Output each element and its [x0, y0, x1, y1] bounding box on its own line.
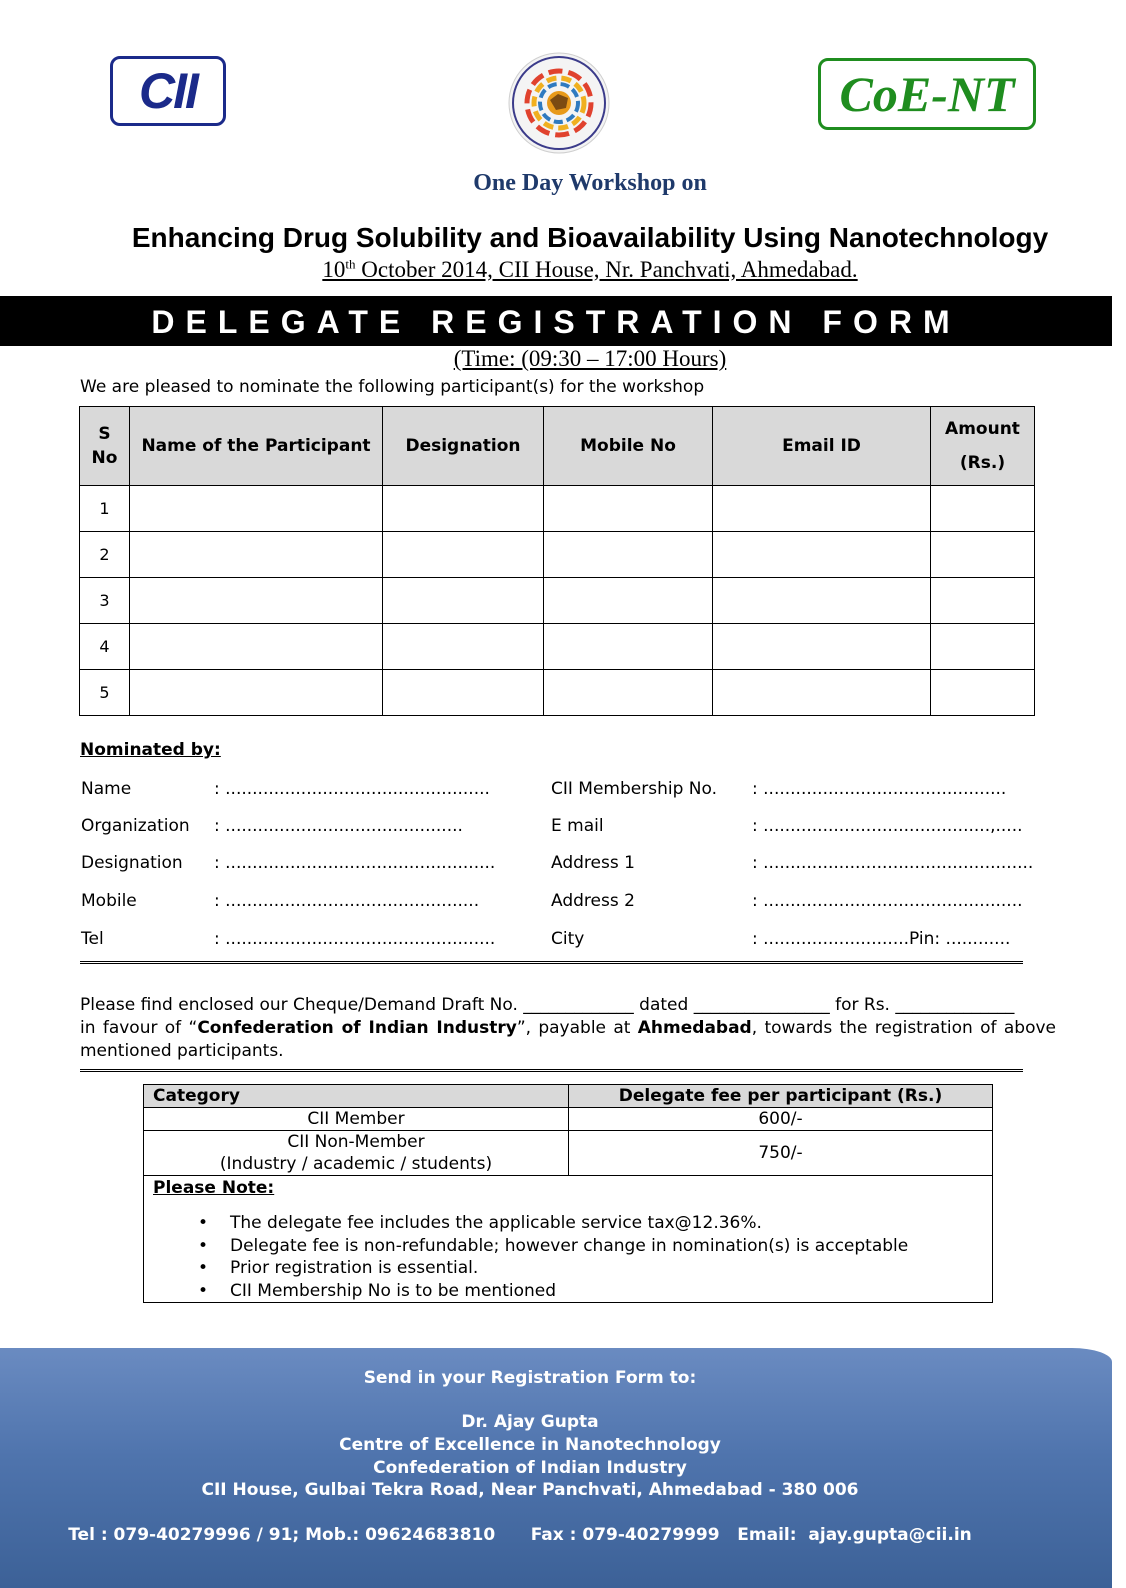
divider [80, 961, 1023, 967]
fee-header-amount: Delegate fee per participant (Rs.) [569, 1085, 993, 1108]
cheque-favour-text [80, 1017, 1056, 1063]
participant-email-cell[interactable] [713, 624, 931, 670]
fee-row [144, 1131, 993, 1176]
nominated-by-heading: Nominated by: [80, 740, 221, 760]
row-number: 4 [80, 624, 130, 670]
cheque-line: Please find enclosed our Cheque/Demand Draft No. _____________ dated ________________ for Rs. ______________ [80, 995, 1015, 1015]
date-day: 10 [322, 256, 346, 282]
fee-table [143, 1084, 993, 1303]
participant-mobile-cell[interactable] [544, 532, 713, 578]
cheque-paragraph [80, 994, 1056, 1063]
participant-mobile-cell[interactable] [544, 578, 713, 624]
favour-city: Ahmedabad [637, 1018, 752, 1038]
header-amount-line2: (Rs.) [959, 453, 1006, 473]
list-item: • Delegate fee is non-refundable; however change in nomination(s) is acceptable [230, 1235, 992, 1258]
header-amount [931, 407, 1035, 486]
participant-email-cell[interactable] [713, 486, 931, 532]
participant-mobile-cell[interactable] [544, 670, 713, 716]
membership-no-label: CII Membership No. [551, 779, 717, 799]
participant-mobile-cell[interactable] [544, 624, 713, 670]
participant-mobile-cell[interactable] [544, 486, 713, 532]
header-mobile: Mobile No [544, 407, 713, 486]
cii-logo [110, 56, 226, 126]
notes-row [144, 1176, 993, 1303]
header-sno-line1: S [98, 424, 111, 444]
nominator-organization-label: Organization [81, 816, 190, 836]
email-label: E mail [551, 816, 604, 836]
participant-name-cell[interactable] [130, 670, 383, 716]
footer-department: Centre of Excellence in Nanotechnology [339, 1435, 721, 1455]
row-number: 1 [80, 486, 130, 532]
table-row [80, 486, 1035, 532]
participant-designation-cell[interactable] [383, 532, 544, 578]
table-row [80, 532, 1035, 578]
workshop-date-venue [0, 256, 1126, 283]
date-suffix: th [345, 256, 356, 271]
nominator-tel-label: Tel [81, 929, 104, 949]
nominator-organization-field[interactable]: : ............................................ [214, 816, 463, 836]
footer-address: CII House, Gulbai Tekra Road, Near Panchvati, Ahmedabad - 380 006 [201, 1480, 859, 1500]
participant-amount-cell[interactable] [931, 532, 1035, 578]
nominator-mobile-field[interactable]: : ............................................... [214, 891, 480, 911]
participant-amount-cell[interactable] [931, 624, 1035, 670]
participant-designation-cell[interactable] [383, 670, 544, 716]
footer-organization: Confederation of Indian Industry [373, 1458, 687, 1478]
header-sno-line2: No [91, 448, 118, 468]
gcst-seal-logo [500, 50, 618, 156]
header-designation: Designation [383, 407, 544, 486]
cii-logo-text: CII [139, 63, 197, 119]
favour-middle: ”, payable at [516, 1018, 638, 1038]
nominator-name-field[interactable]: : ................................................. [214, 779, 490, 799]
header-sno [80, 407, 130, 486]
workshop-title: Enhancing Drug Solubility and Bioavailability Using Nanotechnology [131, 222, 1049, 253]
participants-table [79, 406, 1035, 716]
fee-category-line2: (Industry / academic / students) [219, 1154, 493, 1174]
footer-phone-fax-email[interactable]: Tel : 079-40279996 / 91; Mob.: 09624683810 Fax : 079-40279999 Email: ajay.gupta@cii.in [68, 1525, 972, 1545]
footer-send-label: Send in your Registration Form to: [363, 1368, 697, 1388]
row-number: 2 [80, 532, 130, 578]
fee-row [144, 1108, 993, 1131]
participant-amount-cell[interactable] [931, 486, 1035, 532]
table-row [80, 578, 1035, 624]
participant-name-cell[interactable] [130, 486, 383, 532]
participant-email-cell[interactable] [713, 670, 931, 716]
form-title-banner: DELEGATE REGISTRATION FORM [0, 296, 1112, 346]
favour-prefix: in favour of “ [80, 1018, 198, 1038]
row-number: 5 [80, 670, 130, 716]
table-row [80, 670, 1035, 716]
contact-footer [0, 1348, 1112, 1588]
list-item: • CII Membership No is to be mentioned [230, 1280, 992, 1303]
fee-amount: 750/- [569, 1131, 993, 1176]
participant-name-cell[interactable] [130, 532, 383, 578]
nominator-designation-label: Designation [81, 853, 183, 873]
date-rest: October 2014, CII House, Nr. Panchvati, Ahmedabad. [355, 256, 858, 282]
time-text: (Time: (09:30 – 17:00 Hours) [453, 346, 727, 371]
workshop-label: One Day Workshop on [473, 170, 707, 196]
list-item: • The delegate fee includes the applicable service tax@12.36%. [230, 1212, 992, 1235]
coe-nt-logo [818, 58, 1036, 130]
nominator-mobile-label: Mobile [81, 891, 137, 911]
address2-label: Address 2 [551, 891, 635, 911]
participant-email-cell[interactable] [713, 532, 931, 578]
table-row [80, 624, 1035, 670]
fee-category [144, 1131, 569, 1176]
intro-text: We are pleased to nominate the following participant(s) for the workshop [80, 377, 705, 397]
divider [80, 1069, 1023, 1075]
participant-email-cell[interactable] [713, 578, 931, 624]
address1-field[interactable]: : .................................................. [752, 853, 1034, 873]
header-name: Name of the Participant [130, 407, 383, 486]
notes-cell [144, 1176, 993, 1303]
fee-category-line1: CII Non-Member [287, 1132, 425, 1152]
city-label: City [551, 929, 585, 949]
participant-amount-cell[interactable] [931, 670, 1035, 716]
nominator-designation-field[interactable]: : .................................................. [214, 853, 496, 873]
favour-suffix: , towards the registration of above mentioned participants. [80, 1018, 1056, 1061]
fee-category: CII Member [144, 1108, 569, 1131]
header-amount-line1: Amount [945, 419, 1020, 439]
fee-header-category: Category [144, 1085, 569, 1108]
nominator-name-label: Name [81, 779, 132, 799]
participant-amount-cell[interactable] [931, 578, 1035, 624]
email-field[interactable]: : ..........................................,..... [752, 816, 1023, 836]
fee-header-row [144, 1085, 993, 1108]
favour-org: Confederation of Indian Industry [197, 1018, 517, 1038]
workshop-time [0, 346, 1126, 372]
address1-label: Address 1 [551, 853, 635, 873]
city-pin-field[interactable]: : ...........................Pin: ............ [752, 929, 1011, 949]
fee-amount: 600/- [569, 1108, 993, 1131]
participant-designation-cell[interactable] [383, 486, 544, 532]
participant-name-cell[interactable] [130, 578, 383, 624]
list-item: • Prior registration is essential. [230, 1257, 992, 1280]
participant-designation-cell[interactable] [383, 578, 544, 624]
nominator-tel-field[interactable]: : .................................................. [214, 929, 496, 949]
participant-designation-cell[interactable] [383, 624, 544, 670]
address2-field[interactable]: : ................................................ [752, 891, 1023, 911]
membership-no-field[interactable]: : ............................................. [752, 779, 1007, 799]
notes-list [153, 1212, 992, 1302]
footer-contact-name: Dr. Ajay Gupta [461, 1412, 599, 1432]
row-number: 3 [80, 578, 130, 624]
please-note-heading: Please Note: [153, 1178, 275, 1198]
participants-header-row [80, 407, 1035, 486]
header-email: Email ID [713, 407, 931, 486]
coe-nt-logo-text: CoE-NT [839, 66, 1015, 122]
participant-name-cell[interactable] [130, 624, 383, 670]
